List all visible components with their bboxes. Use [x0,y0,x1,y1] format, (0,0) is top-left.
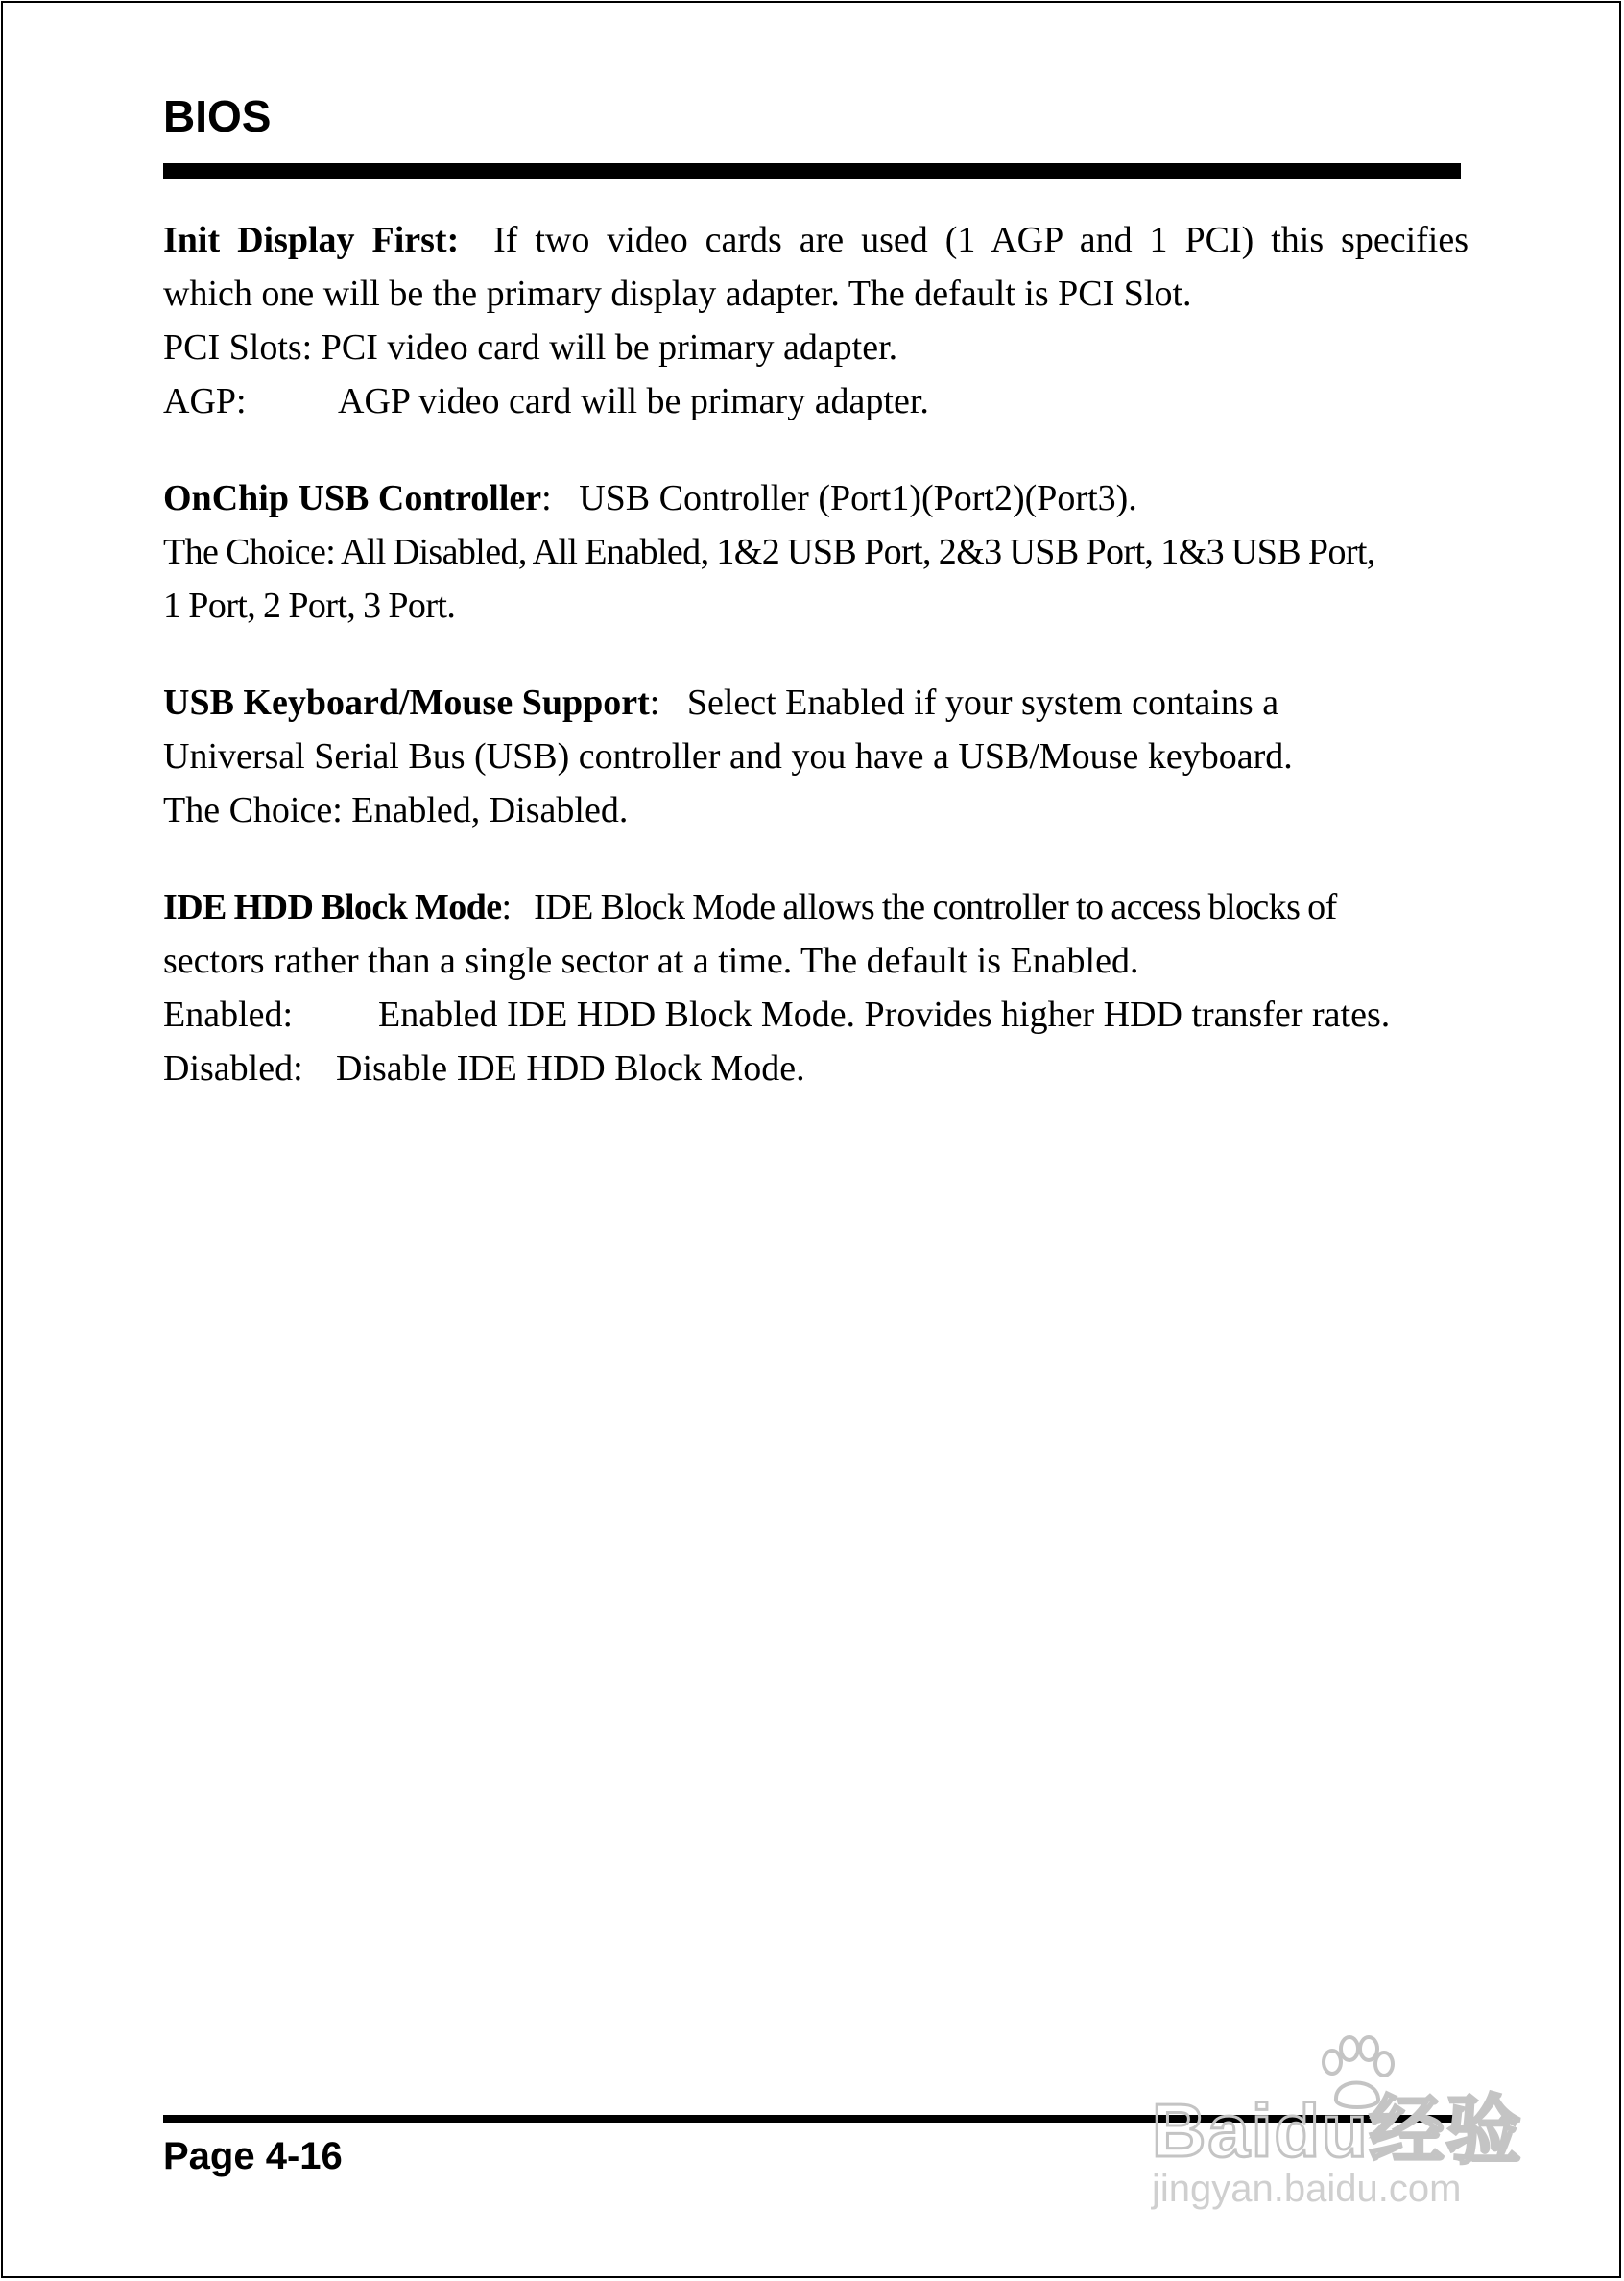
header-title: BIOS [163,91,272,141]
section-usb-keyboard-mouse-support [163,676,1469,837]
option-description: Enabled IDE HDD Block Mode. Provides higher HDD transfer rates. [378,995,1391,1035]
section-text: USB Controller (Port1)(Port2)(Port3). [579,478,1137,518]
section-term: Init Display First: [163,220,460,260]
section-line: The Choice: Enabled, Disabled. [163,790,629,830]
option-label: Enabled: [163,995,294,1035]
option-label: PCI Slots: [163,327,313,368]
section-line [163,213,1469,267]
page-number: Page 4-16 [163,2135,343,2177]
section-init-display-first [163,213,1469,428]
option-row-agp [163,374,1469,428]
option-label: AGP: [163,381,247,421]
section-line: Universal Serial Bus (USB) controller and you have a USB/Mouse keyboard. [163,736,1293,777]
header-rule [163,163,1461,179]
option-row-pci-slots [163,321,1469,374]
section-term: IDE HDD Block Mode [163,887,502,927]
section-ide-hdd-block-mode [163,880,1469,1095]
term-colon: : [649,683,679,723]
section-line [163,880,1469,934]
section-text: IDE Block Mode allows the controller to access blocks of [534,887,1337,927]
section-term: OnChip USB Controller [163,478,542,518]
watermark-url: jingyan.baidu.com [1152,2168,1462,2210]
section-line: 1 Port, 2 Port, 3 Port. [163,586,456,626]
section-line: The Choice: All Disabled, All Enabled, 1&2 USB Port, 2&3 USB Port, 1&3 USB Port, [163,532,1375,572]
option-description: Disable IDE HDD Block Mode. [336,1048,805,1089]
option-description: PCI video card will be primary adapter. [321,327,898,368]
section-line: sectors rather than a single sector at a time. The default is Enabled. [163,941,1139,981]
option-row-enabled [163,988,1469,1042]
watermark-brand: Baidu经验 [1152,2088,1523,2173]
option-label: Disabled: [163,1048,303,1089]
term-colon: : [501,887,527,927]
section-line [163,471,1469,525]
section-line [163,676,1469,730]
section-term: USB Keyboard/Mouse Support [163,683,650,723]
term-colon: : [541,478,570,518]
document-body [163,213,1469,1139]
baidu-watermark [1152,2035,1536,2227]
section-text: Select Enabled if your system contains a [686,683,1279,723]
section-line: which one will be the primary display adapter. The default is PCI Slot. [163,274,1192,314]
section-onchip-usb-controller [163,471,1469,633]
option-description: AGP video card will be primary adapter. [338,381,929,421]
section-text: If two video cards are used (1 AGP and 1 PCI) this specifies [493,220,1469,260]
option-row-disabled [163,1042,1469,1095]
